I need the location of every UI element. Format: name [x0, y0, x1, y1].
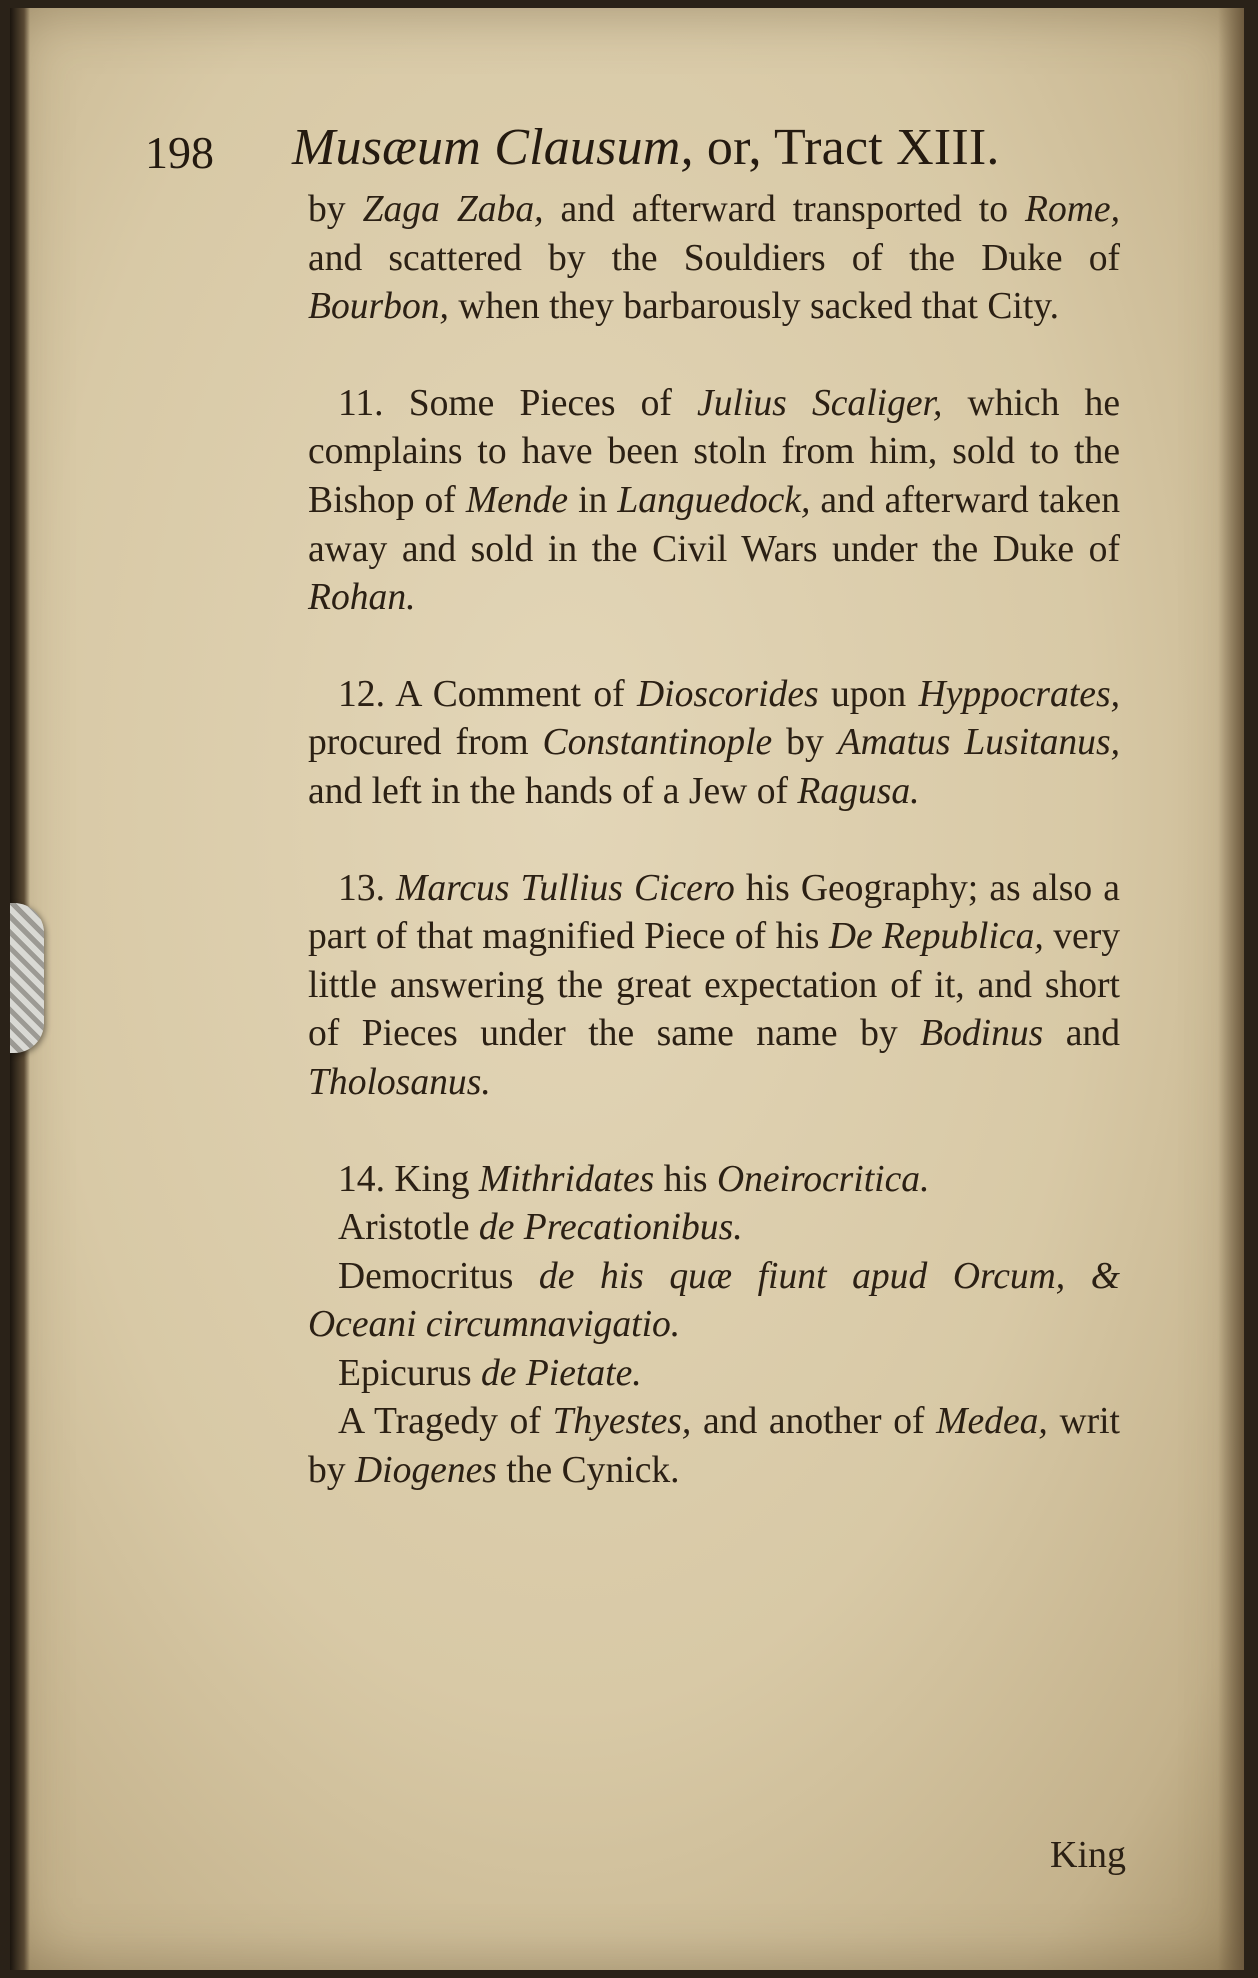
- italic-run: de Pietate.: [480, 1352, 642, 1394]
- catchword: King: [1050, 1834, 1126, 1876]
- italic-run: Medea,: [936, 1401, 1048, 1443]
- text-run: 11. Some Pieces of: [338, 382, 698, 424]
- italic-run: De Republica,: [828, 916, 1044, 958]
- running-head-italic: Musæum Clausum,: [292, 119, 694, 176]
- text-run: writ by: [308, 1401, 1120, 1492]
- italic-run: Ragusa.: [797, 770, 920, 812]
- italic-run: de his quæ fiunt apud Orcum, & Oceani circumnavigatio.: [308, 1255, 1121, 1346]
- text-run: in: [568, 479, 618, 521]
- paragraph: [308, 186, 1120, 332]
- italic-run: Thyestes,: [552, 1401, 692, 1443]
- paragraph-item-12: [308, 671, 1120, 817]
- text-run: 12. A Comment of: [338, 673, 638, 715]
- body-text: [308, 186, 1120, 1496]
- page-number: 198: [145, 127, 214, 178]
- text-run: and another of: [691, 1401, 937, 1443]
- italic-run: Rohan.: [308, 577, 416, 619]
- text-run: upon: [818, 673, 919, 715]
- italic-run: Amatus Lusitanus,: [837, 722, 1120, 764]
- list-line: [308, 1156, 1120, 1205]
- italic-run: Dioscorides: [637, 673, 819, 715]
- italic-run: Julius Scaliger,: [697, 382, 943, 424]
- bookmark-ribbon: [10, 903, 44, 1053]
- italic-run: Rome,: [1025, 189, 1120, 230]
- italic-run: Mithridates: [478, 1158, 655, 1200]
- text-run: and afterward taken away and sold in the Civil Wars under the Duke of: [308, 479, 1120, 570]
- italic-run: Diogenes: [354, 1450, 497, 1492]
- running-head-roman: or, Tract XIII.: [693, 119, 1000, 176]
- text-run: A Tragedy of: [338, 1401, 553, 1443]
- italic-run: Zaga Zaba,: [362, 189, 544, 230]
- list-line: [308, 1350, 1120, 1399]
- italic-run: de Precationibus.: [478, 1207, 743, 1249]
- text-run: when they barbarously sacked that City.: [448, 286, 1060, 328]
- italic-run: Marcus Tullius Cicero: [396, 867, 735, 909]
- paragraph-item-11: [308, 380, 1120, 623]
- italic-run: Tholosanus.: [308, 1061, 491, 1103]
- text-run: his Geography; as also a part of that magnified Piece of his: [308, 867, 1120, 958]
- page-edge-shadow: [1218, 8, 1244, 1970]
- text-run: and: [1043, 1013, 1121, 1055]
- text-run: Aristotle: [338, 1207, 479, 1249]
- text-run: procured from: [308, 722, 543, 764]
- italic-run: Bodinus: [920, 1013, 1044, 1055]
- text-run: by: [308, 189, 363, 230]
- paragraph-item-13: [308, 865, 1120, 1108]
- text-run: 13.: [338, 867, 397, 909]
- item-14-list: [308, 1156, 1120, 1496]
- text-run: by: [772, 722, 838, 764]
- text-run: Democritus: [338, 1255, 539, 1297]
- book-page: [10, 8, 1244, 1970]
- list-line: [308, 1204, 1120, 1253]
- text-run: the Cynick.: [496, 1450, 680, 1492]
- text-run: and scattered by the Souldiers of the Duke of: [308, 237, 1120, 279]
- text-run: his: [654, 1158, 717, 1200]
- text-run: 14. King: [338, 1158, 479, 1200]
- text-run: and left in the hands of a Jew of: [308, 770, 798, 812]
- italic-run: Mende: [465, 479, 569, 521]
- text-run: and afterward transported to: [543, 189, 1026, 230]
- text-run: very little answering the great expectation of it, and short of Pieces under the same name by: [308, 916, 1120, 1055]
- text-run: Epicurus: [338, 1352, 481, 1394]
- italic-run: Languedock,: [617, 479, 811, 521]
- list-line: [308, 1398, 1120, 1495]
- text-run: which he complains to have been stoln from him, sold to the Bishop of: [308, 382, 1121, 521]
- italic-run: Bourbon,: [308, 286, 449, 328]
- running-head: [292, 118, 1107, 177]
- italic-run: Oneirocritica.: [716, 1158, 930, 1200]
- list-line: [308, 1253, 1120, 1350]
- italic-run: Constantinople: [542, 722, 773, 764]
- italic-run: Hyppocrates,: [918, 673, 1120, 715]
